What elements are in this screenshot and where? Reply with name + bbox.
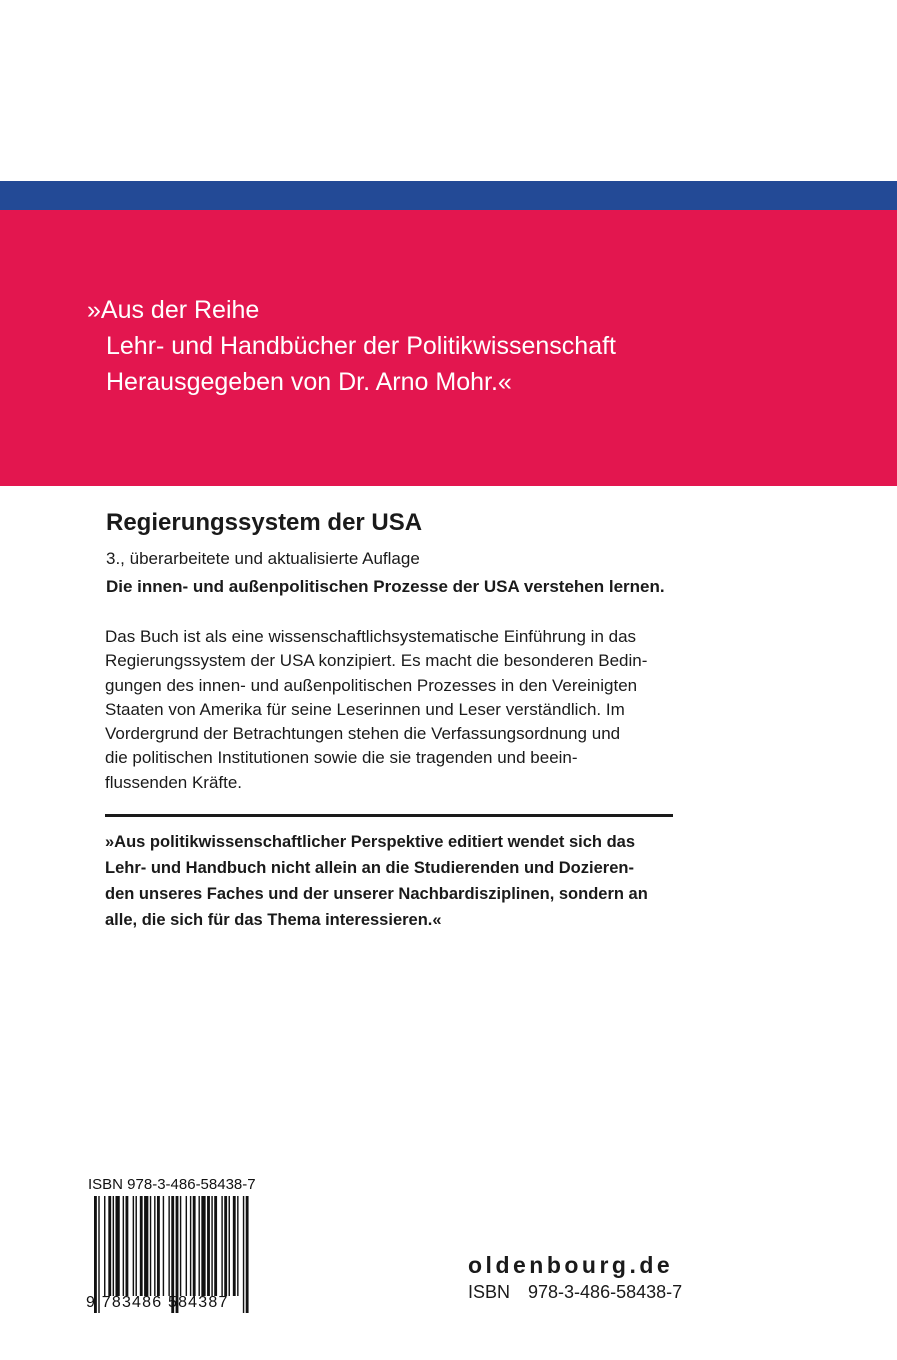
barcode-bar <box>136 1196 137 1296</box>
publisher-isbn <box>468 1282 682 1303</box>
publisher-url: oldenbourg.de <box>468 1252 674 1278</box>
barcode-bar <box>157 1196 160 1296</box>
barcode-bar <box>243 1196 244 1313</box>
quote-line: Lehr- und Handbuch nicht allein an die Studierenden und Dozieren- <box>105 859 634 877</box>
barcode-bar <box>144 1196 148 1296</box>
barcode-bar <box>246 1196 249 1313</box>
barcode-bar <box>104 1196 105 1296</box>
barcode-bar <box>108 1196 111 1296</box>
barcode-bar <box>115 1196 119 1296</box>
series-line-2: Lehr- und Handbücher der Politikwissenschaft <box>106 332 616 360</box>
barcode-bar <box>154 1196 155 1296</box>
barcode-bar <box>123 1196 124 1296</box>
isbn-value: 978-3-486-58438-7 <box>528 1282 683 1302</box>
book-description <box>105 625 675 795</box>
barcode-bar <box>190 1196 191 1296</box>
description-line: Regierungssystem der USA konzipiert. Es macht die besonderen Bedin- <box>105 651 648 671</box>
barcode-bar <box>224 1196 227 1296</box>
description-line: Staaten von Amerika für seine Leserinnen und Leser verständlich. Im <box>105 699 625 719</box>
book-subtitle: Die innen- und außenpolitischen Prozesse der USA verstehen lernen. <box>106 577 665 596</box>
barcode-bar <box>229 1196 230 1296</box>
barcode-bar <box>211 1196 212 1296</box>
book-title: Regierungssystem der USA <box>106 509 423 536</box>
barcode-bar <box>140 1196 143 1296</box>
quote-line: alle, die sich für das Thema interessieren.« <box>105 911 442 929</box>
barcode-bar <box>168 1196 169 1296</box>
barcode-bar <box>186 1196 187 1296</box>
description-line: Vordergrund der Betrachtungen stehen die Verfassungsordnung und <box>105 724 621 744</box>
series-info <box>87 292 616 400</box>
divider-rule <box>105 814 673 817</box>
barcode-bar <box>221 1196 222 1296</box>
barcode-bar <box>113 1196 114 1296</box>
barcode-bar <box>180 1196 181 1296</box>
barcode-bar <box>237 1196 238 1296</box>
barcode-isbn-text: ISBN 978-3-486-58438-7 <box>88 1176 256 1193</box>
description-line: flussenden Kräfte. <box>105 772 243 792</box>
barcode-bar <box>214 1196 217 1296</box>
quote-line: den unseres Faches und der unserer Nachbardisziplinen, sondern an <box>105 885 648 903</box>
description-line: die politischen Institutionen sowie die sie tragenden und beein- <box>105 748 578 768</box>
barcode-bar <box>198 1196 199 1296</box>
quote-line: »Aus politikwissenschaftlicher Perspektive editiert wendet sich das <box>105 833 636 851</box>
barcode-bar <box>193 1196 196 1296</box>
blue-band <box>0 181 897 210</box>
description-line: Das Buch ist als eine wissenschaftlichsystematische Einführung in das <box>105 627 637 646</box>
series-line-1: »Aus der Reihe <box>87 296 260 324</box>
barcode-bar <box>133 1196 134 1296</box>
barcode-bar <box>207 1196 210 1296</box>
barcode-bar <box>150 1196 151 1296</box>
barcode-bar <box>125 1196 128 1296</box>
barcode-bar <box>233 1196 236 1296</box>
series-line-3: Herausgegeben von Dr. Arno Mohr.« <box>106 368 512 396</box>
description-line: gungen des innen- und außenpolitischen Prozesses in den Vereinigten <box>105 675 638 695</box>
book-edition: 3., überarbeitete und aktualisierte Auflage <box>106 549 420 568</box>
barcode-bar <box>201 1196 205 1296</box>
barcode-bar <box>163 1196 164 1296</box>
barcode-digits: 9 783486 584387 <box>86 1294 229 1311</box>
isbn-label: ISBN <box>468 1282 511 1302</box>
editor-quote <box>105 829 675 933</box>
